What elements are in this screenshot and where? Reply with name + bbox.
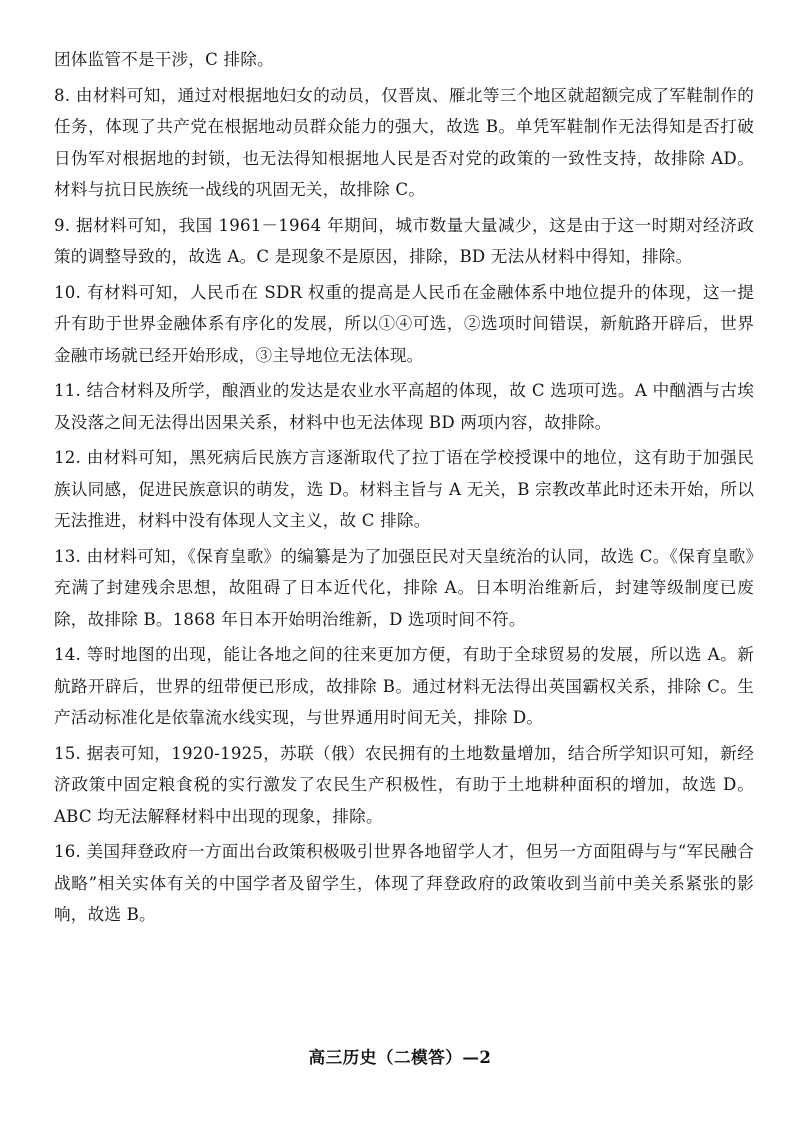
answer-document bbox=[54, 44, 754, 1124]
answer-15: 15. 据表可知，1920-1925，苏联（俄）农民拥有的土地数量增加，结合所学知识可知，新经济政策中固定粮食税的实行激发了农民生产积极性，有助于土地耕种面积的增加，故选 D。ABC 均无法解释材料中出现的现象，排除。 bbox=[54, 743, 754, 826]
page-footer: 高三历史（二模答）—2 bbox=[308, 1047, 492, 1067]
answer-13: 13. 由材料可知，《保育皇歌》的编纂是为了加强臣民对天皇统治的认同，故选 C。《保育皇歌》充满了封建残余思想，故阻碍了日本近代化，排除 A。日本明治维新后，封建等级制度已废除，故排除 B。1868 年日本开始明治维新，D 选项时间不符。 bbox=[54, 546, 754, 629]
answer-16: 16. 美国拜登政府一方面出台政策积极吸引世界各地留学人才，但另一方面阻碍与与“军民融合战略”相关实体有关的中国学者及留学生，体现了拜登政府的政策收到当前中美关系紧张的影响，故选 B。 bbox=[54, 842, 754, 924]
answer-12: 12. 由材料可知，黑死病后民族方言逐渐取代了拉丁语在学校授课中的地位，这有助于加强民族认同感，促进民族意识的萌发，选 D。材料主旨与 A 无关，B 宗教改革此时还未开始，所以无法推进，材料中没有体现人文主义，故 C 排除。 bbox=[54, 448, 754, 530]
answer-10: 10. 有材料可知，人民币在 SDR 权重的提高是人民币在金融体系中地位提升的体现，这一提升有助于世界金融体系有序化的发展，所以①④可选，②选项时间错误，新航路开辟后，世界金融市场就已经开始形成，③主导地位无法体现。 bbox=[54, 282, 754, 365]
answer-14: 14. 等时地图的出现，能让各地之间的往来更加方便，有助于全球贸易的发展，所以选 A。新航路开辟后，世界的纽带便已形成，故排除 B。通过材料无法得出英国霸权关系，排除 C。生产活动标准化是依靠流水线实现，与世界通用时间无关，排除 D。 bbox=[54, 645, 754, 727]
answer-9: 9. 据材料可知，我国 1961－1964 年期间，城市数量大量减少，这是由于这一时期对经济政策的调整导致的，故选 A。C 是现象不是原因，排除，BD 无法从材料中得知，排除。 bbox=[54, 215, 754, 266]
answer-11: 11. 结合材料及所学，酿酒业的发达是农业水平高超的体现，故 C 选项可选。A 中酗酒与古埃及没落之间无法得出因果关系，材料中也无法体现 BD 两项内容，故排除。 bbox=[54, 381, 754, 432]
answer-8: 8. 由材料可知，通过对根据地妇女的动员，仅晋岚、雁北等三个地区就超额完成了军鞋制作的任务，体现了共产党在根据地动员群众能力的强大，故选 B。单凭军鞋制作无法得知是否打破日伪军对根据地的封锁，也无法得知根据地人民是否对党的政策的一致性支持，故排除 AD。材料与抗日民族统一战线的巩固无关，故排除 C。 bbox=[54, 85, 754, 199]
paragraph-7-ending: 团体监管不是干涉，C 排除。 bbox=[54, 50, 274, 69]
